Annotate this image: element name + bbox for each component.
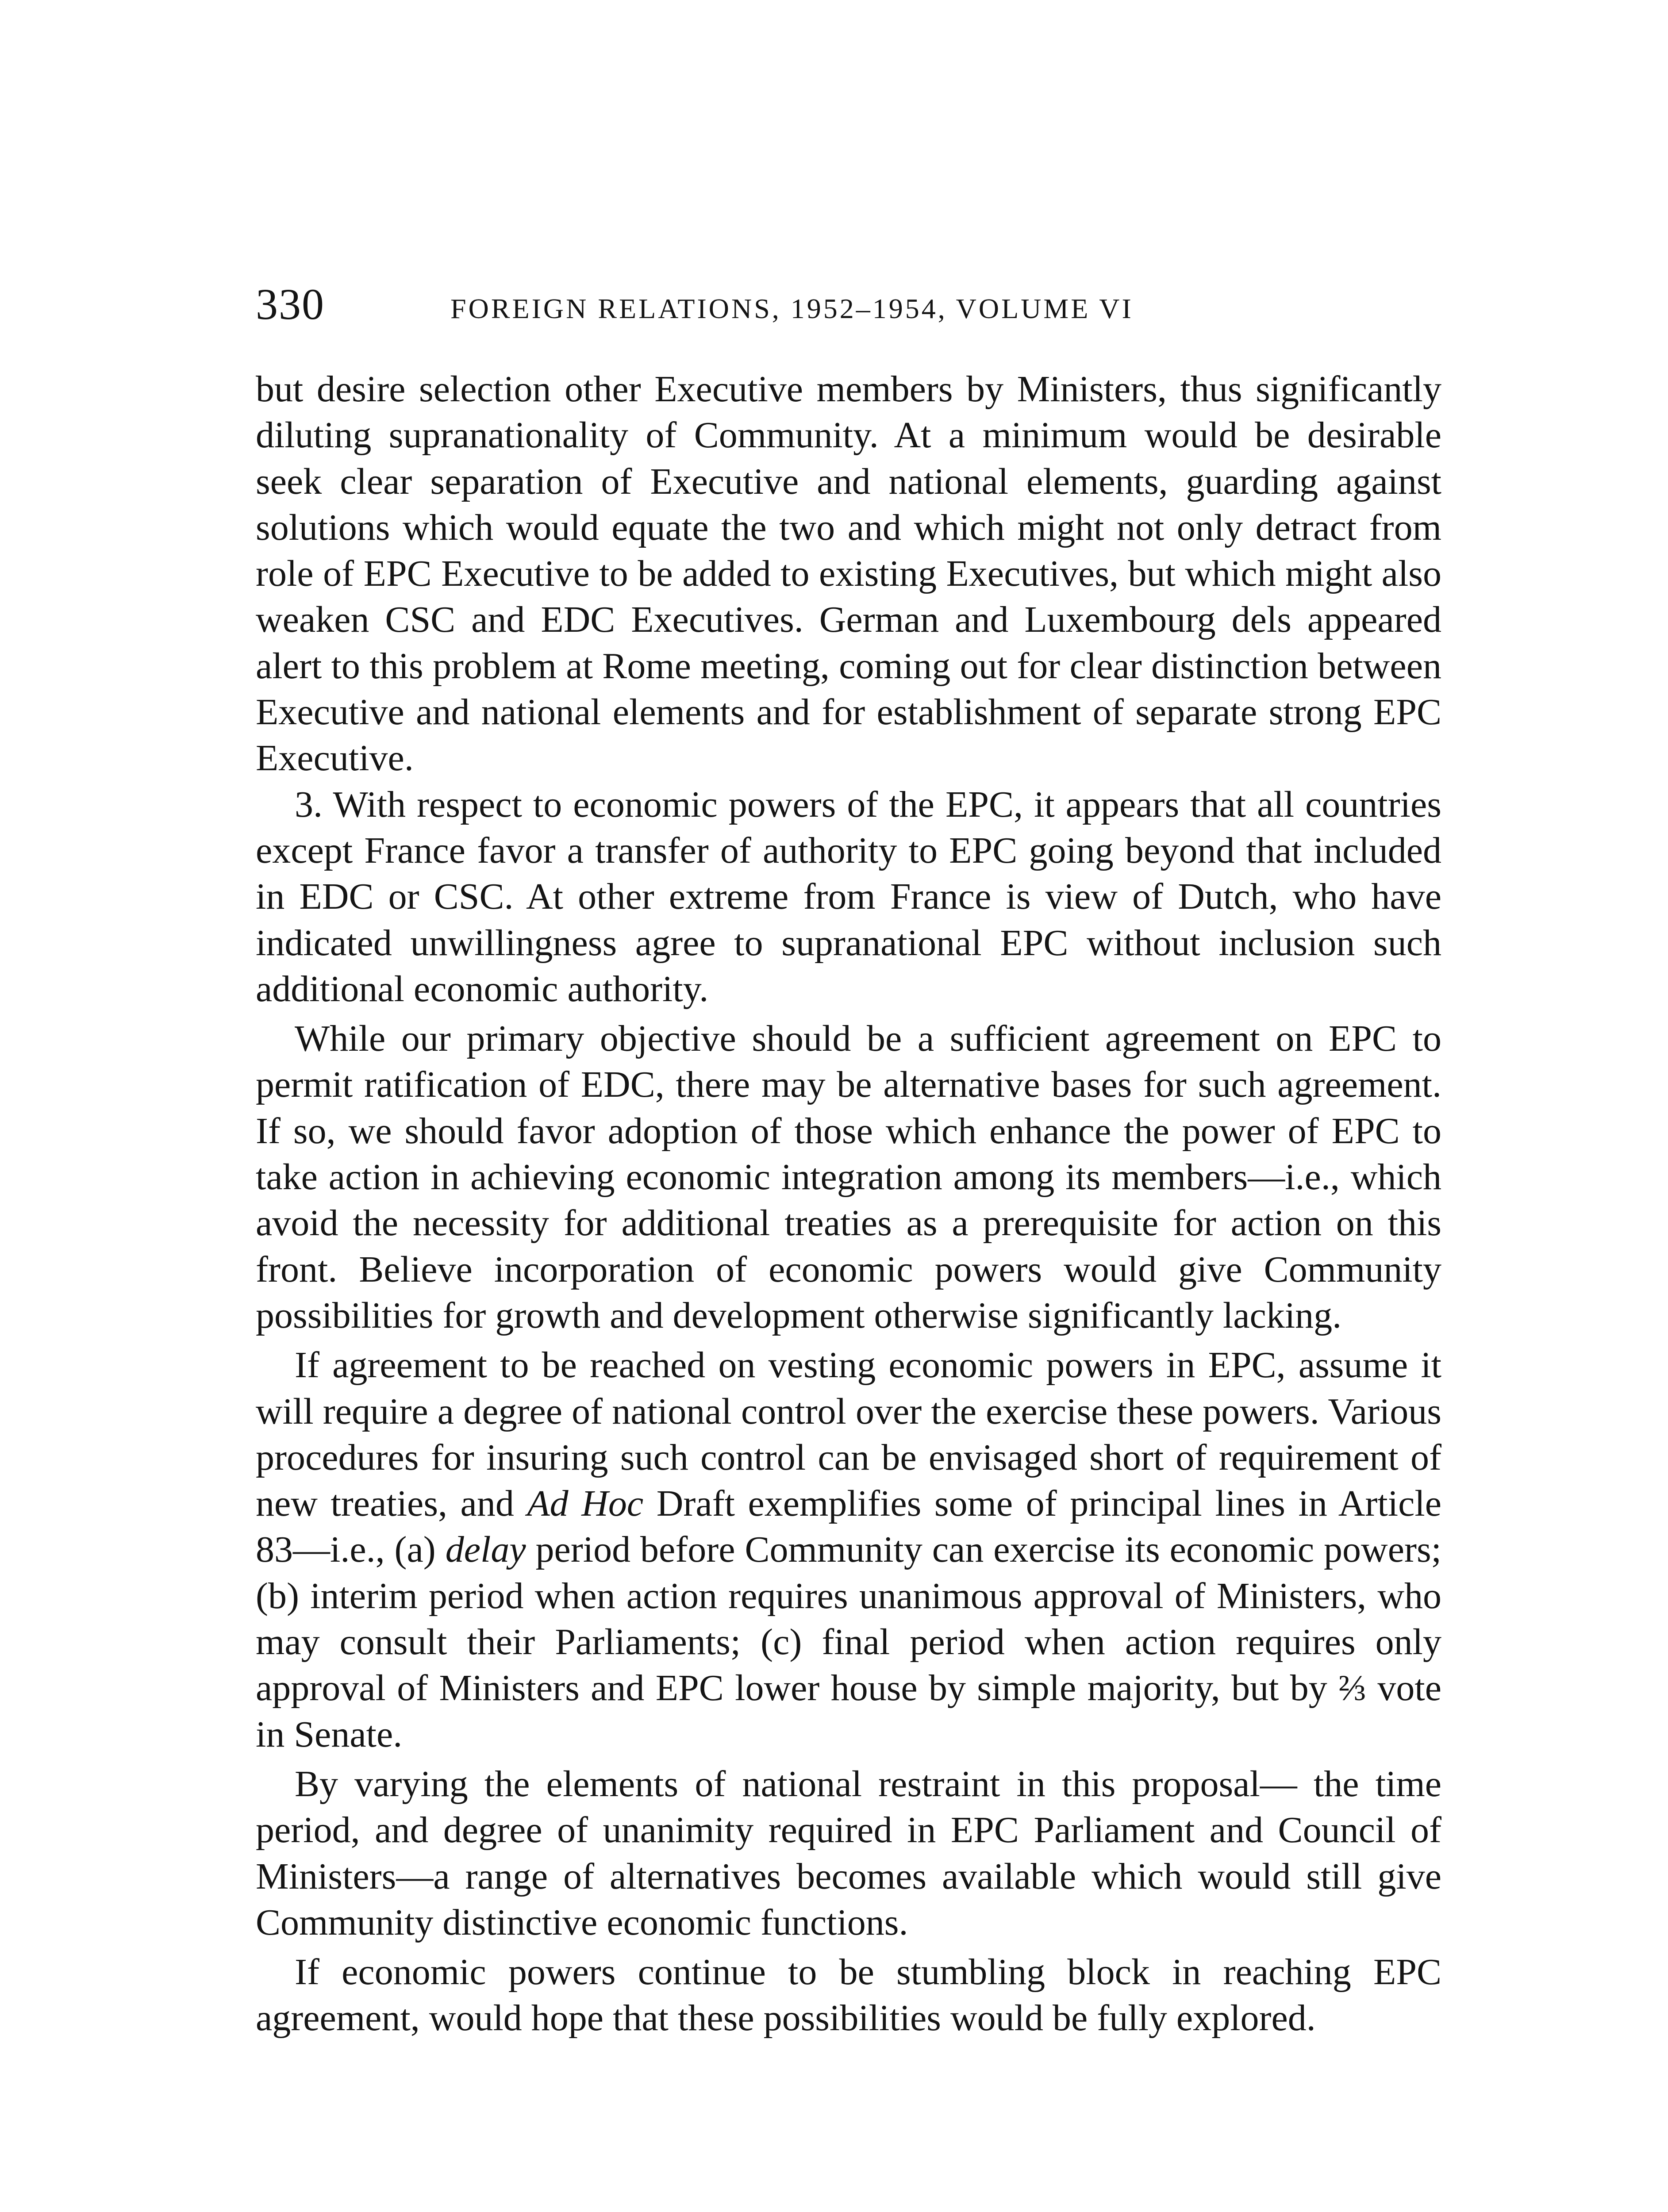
paragraph-national-control-part-2: Draft exemplifies some of principal lines in Article 83—i.e., (a) (256, 1483, 1441, 1571)
paragraph-item-3: 3. With respect to economic powers of the EPC, it appears that all countries except France favor a transfer of authority to EPC going beyond that included in EDC or CSC. At other extreme from France is view of Dutch, who have indicated unwillingness agree to supranational EPC without inclusion such additional economic authority. (256, 783, 1441, 1010)
paragraph-national-control-part-3: period before Community can exercise its economic powers; (b) interim period when action requires unanimous approval of Ministers, who may consult their Parliaments; (c) final period when action requires only approval of Ministers and EPC lower house by simple majority, but by ⅔ vote in Senate. (256, 1529, 1441, 1755)
running-title: FOREIGN RELATIONS, 1952–1954, VOLUME VI (450, 293, 1134, 324)
italic-ad-hoc: Ad Hoc (527, 1483, 644, 1525)
paragraph-conclusion: If economic powers continue to be stumbling block in reaching EPC agreement, would hope that these possibilities would be fully explored. (256, 1951, 1441, 2039)
italic-delay: delay (445, 1529, 526, 1571)
running-header (256, 273, 1450, 335)
paragraph-alternatives: By varying the elements of national restraint in this proposal— the time period, and degree of unanimity required in EPC Parliament and Council of Ministers—a range of alternatives becomes available which would still give Community distinctive economic functions. (256, 1763, 1441, 1943)
document-body (256, 366, 1441, 2042)
paragraph-national-control (256, 1342, 1441, 1758)
paragraph-objective: While our primary objective should be a sufficient agreement on EPC to permit ratification of EDC, there may be alternative bases for such agreement. If so, we should favor adoption of those which enhance the power of EPC to take action in achieving economic integration among its members—i.e., which avoid the necessity for additional treaties as a prerequisite for action on this front. Believe incorporation of economic powers would give Community possibilities for growth and development otherwise significantly lacking. (256, 1018, 1441, 1336)
page-number: 330 (256, 280, 325, 329)
paragraph-continued: but desire selection other Executive members by Ministers, thus significantly diluting supranationality of Community. At a minimum would be desirable seek clear separation of Executive and national elements, guarding against solutions which would equate the two and which might not only detract from role of EPC Executive to be added to existing Executives, but which might also weaken CSC and EDC Executives. German and Luxembourg dels appeared alert to this problem at Rome meeting, coming out for clear distinction between Executive and national elements and for establishment of separate strong EPC Executive. (256, 369, 1441, 779)
paragraph-national-control-part-1: If agreement to be reached on vesting economic powers in EPC, assume it will require a degree of national control over the exercise these powers. Various procedures for insuring such control can be envisaged short of requirement of new treaties, and (256, 1344, 1441, 1525)
